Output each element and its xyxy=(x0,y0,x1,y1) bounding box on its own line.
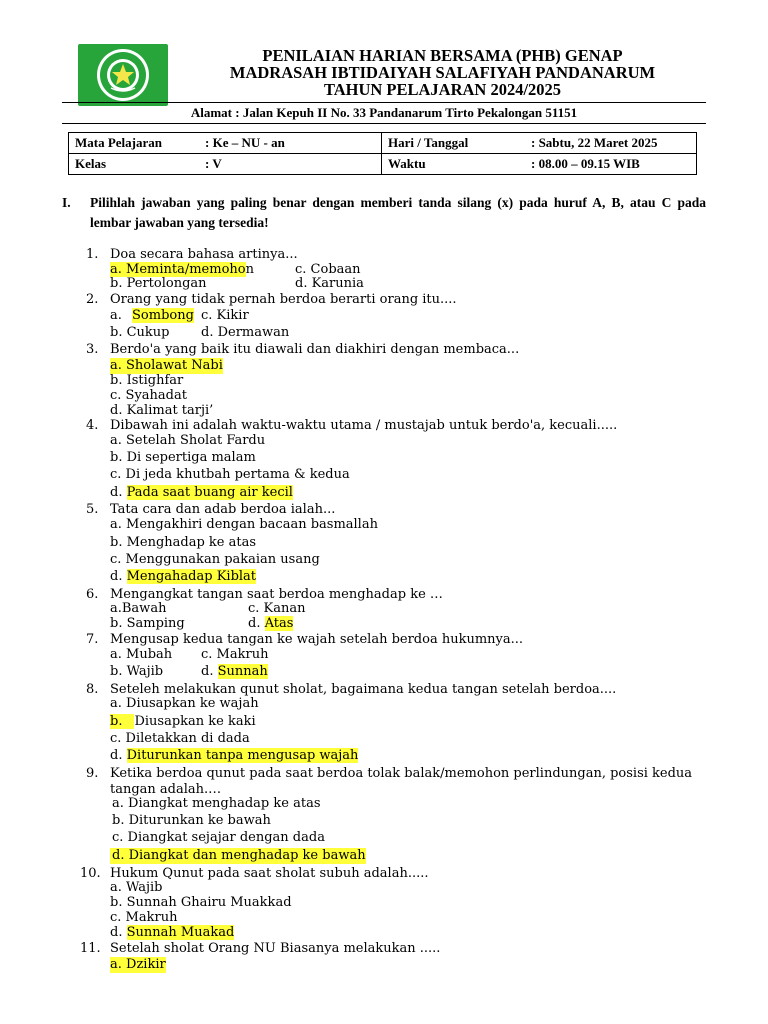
question-number: 3. xyxy=(86,342,99,357)
option-a: a. Diangkat menghadap ke atas xyxy=(112,796,321,811)
document-title xyxy=(200,47,685,98)
question-text: Setelah sholat Orang NU Biasanya melakukan ..... xyxy=(110,941,441,956)
title-line-1: PENILAIAN HARIAN BERSAMA (PHB) GENAP xyxy=(262,46,623,65)
question-number: 11. xyxy=(80,941,101,956)
option-c: c. Cobaan xyxy=(295,262,361,277)
option-b: b. Cukup xyxy=(110,325,170,340)
option-b: b. Sunnah Ghairu Muakkad xyxy=(110,895,292,910)
option-c: c. Kikir xyxy=(201,308,249,323)
question-text: Tata cara dan adab berdoa ialah... xyxy=(110,502,336,517)
option-a: a. Mengakhiri dengan bacaan basmallah xyxy=(110,517,378,532)
question-number: 9. xyxy=(86,766,99,781)
question-text: Doa secara bahasa artinya... xyxy=(110,247,298,262)
option-a: a. Mubah xyxy=(110,647,173,662)
option-a: a. Meminta/memohon xyxy=(110,262,254,277)
option-d: d. Kalimat tarji’ xyxy=(110,403,214,418)
option-c: c. Menggunakan pakaian usang xyxy=(110,552,320,567)
option-c: c. Diletakkan di dada xyxy=(110,731,250,746)
option-c: c. Di jeda khutbah pertama & kedua xyxy=(110,467,350,482)
question-number: 10. xyxy=(80,866,101,881)
hari-cell xyxy=(382,133,697,154)
option-d: d. Karunia xyxy=(295,276,364,291)
option-d: d. Sunnah xyxy=(201,664,268,679)
option-b: b. Wajib xyxy=(110,664,164,679)
madrasah-logo-icon xyxy=(78,44,168,106)
question-text: Orang yang tidak pernah berdoa berarti orang itu.... xyxy=(110,292,457,307)
hari-value: : Sabtu, 22 Maret 2025 xyxy=(531,135,658,150)
mapel-cell xyxy=(69,133,382,154)
kelas-value: : V xyxy=(205,156,222,171)
option-a: a. Dzikir xyxy=(110,957,166,972)
option-b: b. Di sepertiga malam xyxy=(110,450,256,465)
header-divider-top xyxy=(62,102,706,103)
option-d: d. Atas xyxy=(248,616,294,631)
option-a: a. Wajib xyxy=(110,880,163,895)
question-number: 5. xyxy=(86,502,99,517)
title-line-2: MADRASAH IBTIDAIYAH SALAFIYAH PANDANARUM xyxy=(229,63,656,82)
waktu-label: Waktu xyxy=(388,156,426,171)
option-c: c. Diangkat sejajar dengan dada xyxy=(112,830,325,845)
question-number: 2. xyxy=(86,292,99,307)
title-line-3: TAHUN PELAJARAN 2024/2025 xyxy=(323,80,562,99)
instruction-text: Pilihlah jawaban yang paling benar dengan memberi tanda silang (x) pada huruf A, B, atau C pada lembar jawaban yang tersedia! xyxy=(90,195,706,230)
kelas-cell xyxy=(69,154,382,175)
option-c: c. Kanan xyxy=(248,601,306,616)
option-d: d. Mengahadap Kiblat xyxy=(110,569,257,584)
question-number: 6. xyxy=(86,587,99,602)
option-d: d. Pada saat buang air kecil xyxy=(110,485,293,500)
option-b: b. Samping xyxy=(110,616,185,631)
option-b: b. Istighfar xyxy=(110,373,184,388)
question-text: Mengangkat tangan saat berdoa menghadap ke … xyxy=(110,587,443,602)
option-d: d. Dermawan xyxy=(201,325,290,340)
hari-label: Hari / Tanggal xyxy=(388,135,469,150)
option-c: c. Makruh xyxy=(201,647,269,662)
document-header xyxy=(0,40,768,104)
option-d: d. Sunnah Muakad xyxy=(110,925,235,940)
waktu-cell xyxy=(382,154,697,175)
header-divider-bottom xyxy=(62,123,706,124)
option-c: c. Makruh xyxy=(110,910,178,925)
option-a: a. Sholawat Nabi xyxy=(110,358,223,373)
option-b: b. Pertolongan xyxy=(110,276,207,291)
question-text: Hukum Qunut pada saat sholat subuh adalah..... xyxy=(110,866,429,881)
kelas-label: Kelas xyxy=(75,156,107,171)
option-b: b. Diusapkan ke kaki xyxy=(110,714,256,729)
option-b: b. Menghadap ke atas xyxy=(110,535,257,550)
question-text: Berdo'a yang baik itu diawali dan diakhiri dengan membaca... xyxy=(110,342,520,357)
question-number: 4. xyxy=(86,418,99,433)
mapel-label: Mata Pelajaran xyxy=(75,135,163,150)
option-b: b. Diturunkan ke bawah xyxy=(112,813,271,828)
option-c: c. Syahadat xyxy=(110,388,187,403)
school-address: Alamat : Jalan Kepuh II No. 33 Pandanarum Tirto Pekalongan 51151 xyxy=(190,105,578,120)
info-row-1 xyxy=(69,133,697,154)
option-a: a. Sombong xyxy=(110,308,194,323)
option-d: d. Diangkat dan menghadap ke bawah xyxy=(112,848,366,863)
option-d: d. Diturunkan tanpa mengusap wajah xyxy=(110,748,359,763)
question-number: 7. xyxy=(86,632,99,647)
mapel-value: : Ke – NU - an xyxy=(205,135,285,150)
question-text: Mengusap kedua tangan ke wajah setelah berdoa hukumnya... xyxy=(110,632,524,647)
question-number: 8. xyxy=(86,682,99,697)
question-text: Seteleh melakukan qunut sholat, bagaimana kedua tangan setelah berdoa.... xyxy=(110,682,617,697)
waktu-value: : 08.00 – 09.15 WIB xyxy=(531,156,640,171)
exam-info-table xyxy=(68,132,697,175)
option-a: a. Diusapkan ke wajah xyxy=(110,696,259,711)
question-text: Ketika berdoa qunut pada saat berdoa tolak balak/memohon perlindungan, posisi kedua tangan adalah.… xyxy=(110,766,693,797)
option-a: a. Setelah Sholat Fardu xyxy=(110,433,266,448)
instruction xyxy=(62,193,706,233)
section-number: I. xyxy=(62,195,71,210)
option-a: a.Bawah xyxy=(110,601,167,616)
question-text: Dibawah ini adalah waktu-waktu utama / mustajab untuk berdo'a, kecuali..... xyxy=(110,418,618,433)
info-row-2 xyxy=(69,154,697,175)
question-number: 1. xyxy=(86,247,99,262)
